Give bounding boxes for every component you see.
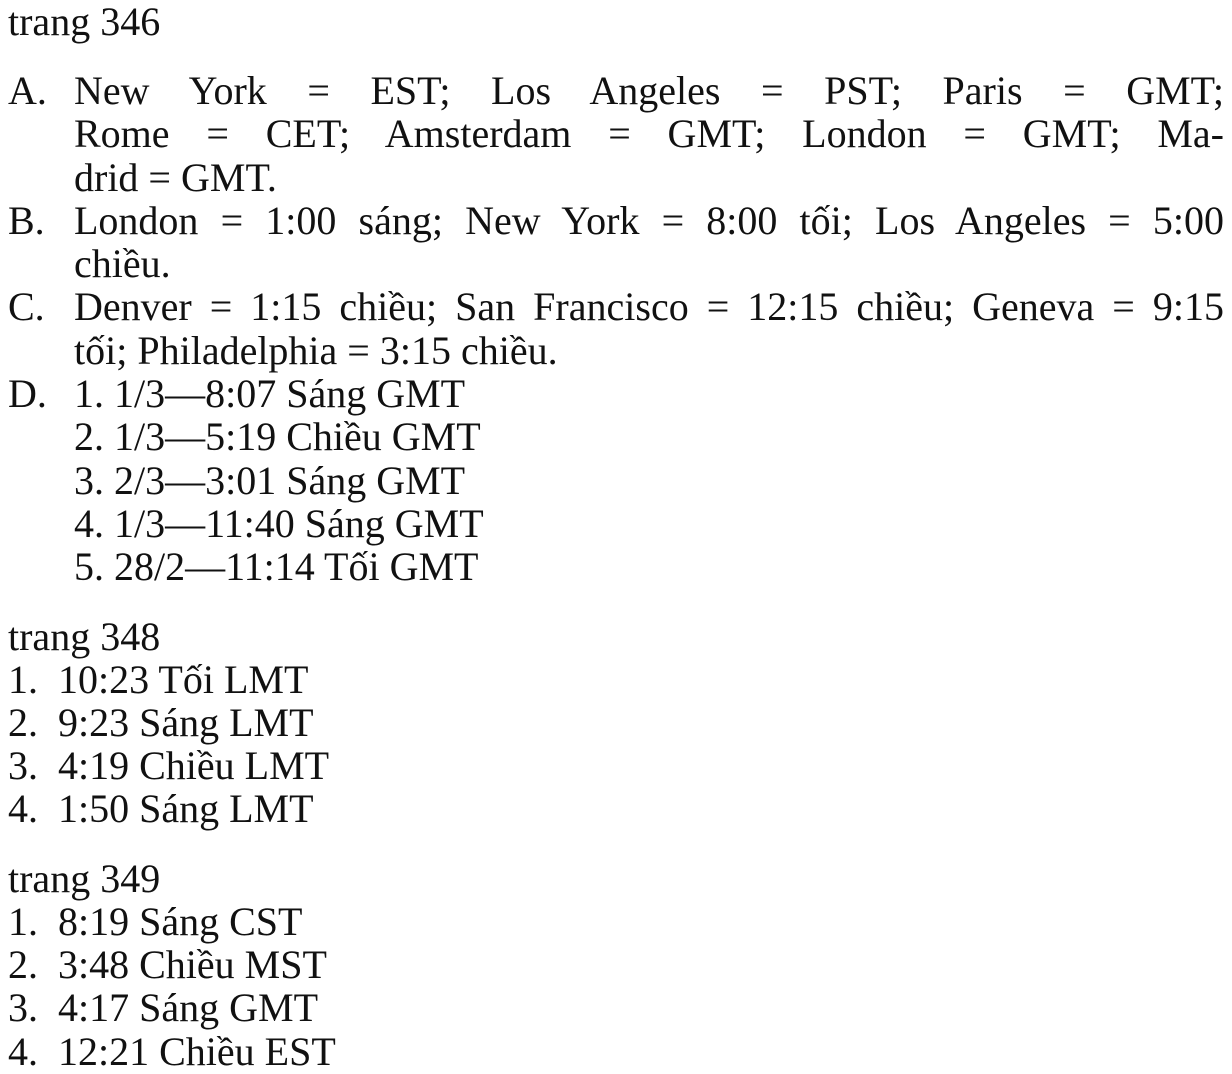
sub-list-item	[74, 372, 1224, 415]
sub-item-text: 1/3—8:07 Sáng GMT	[114, 371, 466, 417]
text-line: London = 1:00 sáng; New York = 8:00 tối; Los Angeles = 5:00	[74, 197, 1224, 243]
list-item	[8, 787, 1224, 830]
list-item-number: 3.	[8, 743, 38, 789]
answer-key-document	[8, 0, 1224, 1073]
section-gap	[8, 831, 1224, 857]
list-item	[8, 986, 1224, 1029]
list-item-number: 1.	[8, 656, 38, 702]
list-item-text: 3:48 Chiều MST	[58, 942, 327, 988]
sub-item-text: 1/3—11:40 Sáng GMT	[114, 500, 484, 546]
list-item-text: 4:19 Chiều LMT	[58, 743, 330, 789]
sub-item-text: 28/2—11:14 Tối GMT	[114, 544, 479, 590]
section-heading: trang 349	[8, 855, 161, 901]
sub-list-item	[74, 545, 1224, 588]
list-item-number: 4.	[8, 786, 38, 832]
list-item-text: 10:23 Tối LMT	[58, 656, 309, 702]
text-line: tối; Philadelphia = 3:15 chiều.	[74, 327, 558, 373]
item-letter: B.	[8, 197, 45, 243]
sub-item-number: 5.	[74, 544, 104, 590]
list-item	[8, 744, 1224, 787]
sub-list-item	[74, 502, 1224, 545]
answer-item-a	[8, 69, 1224, 199]
list-item-number: 2.	[8, 699, 38, 745]
list-item-text: 12:21 Chiều EST	[58, 1028, 336, 1074]
section-page-348	[8, 615, 1224, 831]
section-gap	[8, 589, 1224, 615]
list-item-text: 8:19 Sáng CST	[58, 898, 303, 944]
text-line: New York = EST; Los Angeles = PST; Paris = GMT;	[74, 68, 1224, 113]
list-item	[8, 701, 1224, 744]
list-item-number: 4.	[8, 1028, 38, 1074]
list-item-number: 3.	[8, 985, 38, 1031]
item-text	[74, 285, 1224, 372]
list-item-text: 4:17 Sáng GMT	[58, 985, 318, 1031]
list-item	[8, 1030, 1224, 1073]
sub-list	[74, 372, 1224, 588]
text-line: drid = GMT.	[74, 154, 277, 200]
section-heading: trang 346	[8, 0, 161, 44]
answer-item-c	[8, 285, 1224, 372]
list-item	[8, 900, 1224, 943]
section-page-346	[8, 0, 1224, 589]
list-item-number: 2.	[8, 942, 38, 988]
sub-item-number: 3.	[74, 457, 104, 503]
text-line: chiều.	[74, 241, 171, 287]
sub-item-number: 4.	[74, 500, 104, 546]
list-item	[8, 658, 1224, 701]
answer-item-b	[8, 199, 1224, 286]
item-text	[74, 199, 1224, 286]
answer-item-d	[8, 372, 1224, 588]
list-item-number: 1.	[8, 898, 38, 944]
item-text	[74, 69, 1224, 199]
list-item-text: 9:23 Sáng LMT	[58, 699, 314, 745]
list-item-text: 1:50 Sáng LMT	[58, 786, 314, 832]
sub-list-item	[74, 415, 1224, 458]
item-letter: A.	[8, 68, 47, 113]
section-gap	[8, 43, 1224, 69]
sub-item-text: 2/3—3:01 Sáng GMT	[114, 457, 466, 503]
item-letter: C.	[8, 284, 45, 330]
section-heading: trang 348	[8, 613, 161, 659]
section-page-349	[8, 857, 1224, 1073]
sub-item-text: 1/3—5:19 Chiều GMT	[114, 414, 481, 460]
text-line: Denver = 1:15 chiều; San Francisco = 12:15 chiều; Geneva = 9:15	[74, 284, 1224, 330]
list-item	[8, 943, 1224, 986]
text-line: Rome = CET; Amsterdam = GMT; London = GMT; Ma-	[74, 111, 1224, 157]
sub-list-item	[74, 459, 1224, 502]
item-letter: D.	[8, 371, 47, 417]
sub-item-number: 1.	[74, 371, 104, 417]
sub-item-number: 2.	[74, 414, 104, 460]
